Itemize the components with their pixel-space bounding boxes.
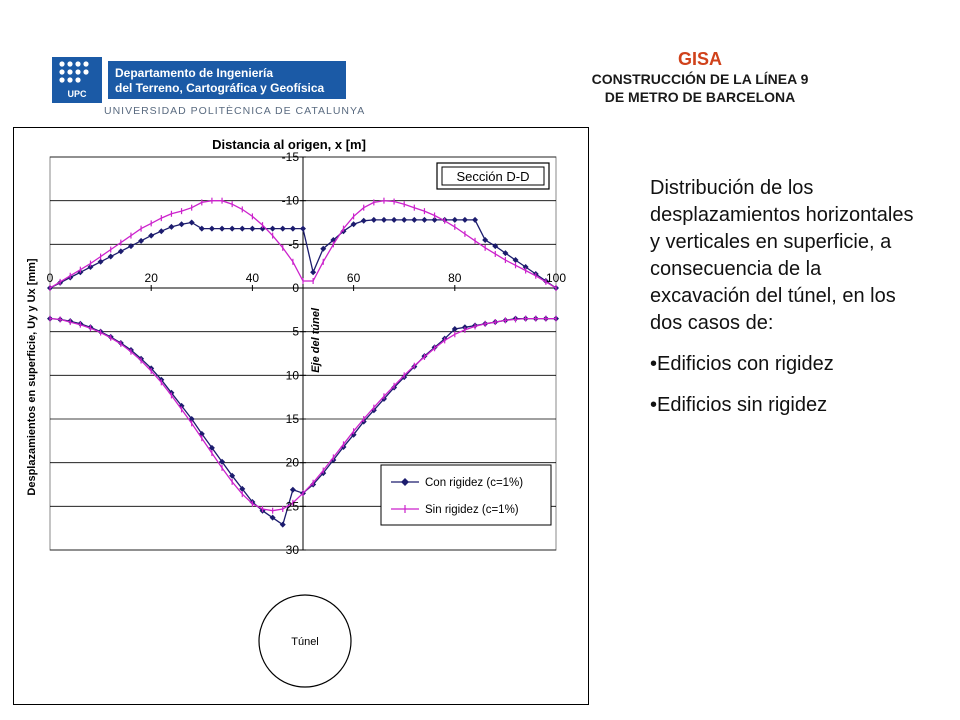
logo-university: UNIVERSIDAD POLITÈCNICA DE CATALUNYA	[104, 105, 366, 117]
x-tick-label-5: 100	[545, 271, 567, 285]
y-tick-label-6: 15	[285, 412, 299, 426]
x-tick-label-0: 0	[46, 271, 54, 285]
x-tick-label-4: 80	[448, 271, 462, 285]
legend-item-sin-rigidez: Sin rigidez (c=1%)	[425, 504, 519, 516]
chart-title: Distancia al origen, x [m]	[212, 137, 366, 152]
tunnel-label: Túnel	[291, 636, 319, 648]
x-tick-label-3: 60	[346, 271, 361, 285]
y-tick-label-3: 0	[292, 281, 299, 295]
tunnel-axis-label: Eje del túnel	[310, 308, 322, 373]
y-tick-label-2: -5	[288, 237, 299, 252]
y-tick-label-9: 30	[285, 543, 299, 557]
chart-frame	[13, 127, 589, 705]
bullet-sin-rigidez: •Edificios sin rigidez	[650, 394, 828, 416]
section-label: Sección D-D	[456, 169, 530, 184]
bullet-con-rigidez: •Edificios con rigidez	[650, 353, 834, 375]
page-subtitle-line1: CONSTRUCCIÓN DE LA LÍNEA 9	[591, 71, 809, 87]
description-paragraph: Distribución de los desplazamientos horizontales y verticales en superficie, a consecuencia de la excavación del túnel, en los dos casos de:	[650, 177, 914, 334]
legend-item-con-rigidez: Con rigidez (c=1%)	[425, 477, 524, 489]
y-tick-label-0: -15	[281, 150, 299, 164]
section-label-box	[437, 163, 549, 189]
y-tick-label-4: 5	[292, 324, 299, 339]
y-tick-label-1: -10	[281, 193, 299, 208]
legend	[381, 465, 555, 529]
logo-dept-line2: del Terreno, Cartográfica y Geofísica	[115, 81, 325, 95]
page-subtitle-line2: DE METRO DE BARCELONA	[604, 89, 796, 105]
y-tick-label-7: 20	[285, 455, 299, 470]
logo-dept-line1: Departamento de Ingeniería	[115, 66, 274, 80]
y-axis-label: Desplazamientos en superficie, Uy y Ux [mm]	[26, 258, 38, 496]
y-tick-label-5: 10	[285, 368, 299, 383]
x-tick-label-2: 40	[245, 271, 260, 285]
displacement-chart	[13, 127, 589, 705]
upc-logo	[52, 57, 366, 120]
y-tick-label-8: 25	[285, 499, 299, 514]
logo-upc-text: UPC	[67, 89, 87, 99]
x-tick-label-1: 20	[144, 271, 158, 285]
tunnel-drawing	[259, 595, 351, 687]
description	[650, 175, 920, 419]
title-block	[520, 48, 880, 106]
logo-department-bar	[108, 61, 346, 99]
page-title: GISA	[677, 49, 722, 69]
